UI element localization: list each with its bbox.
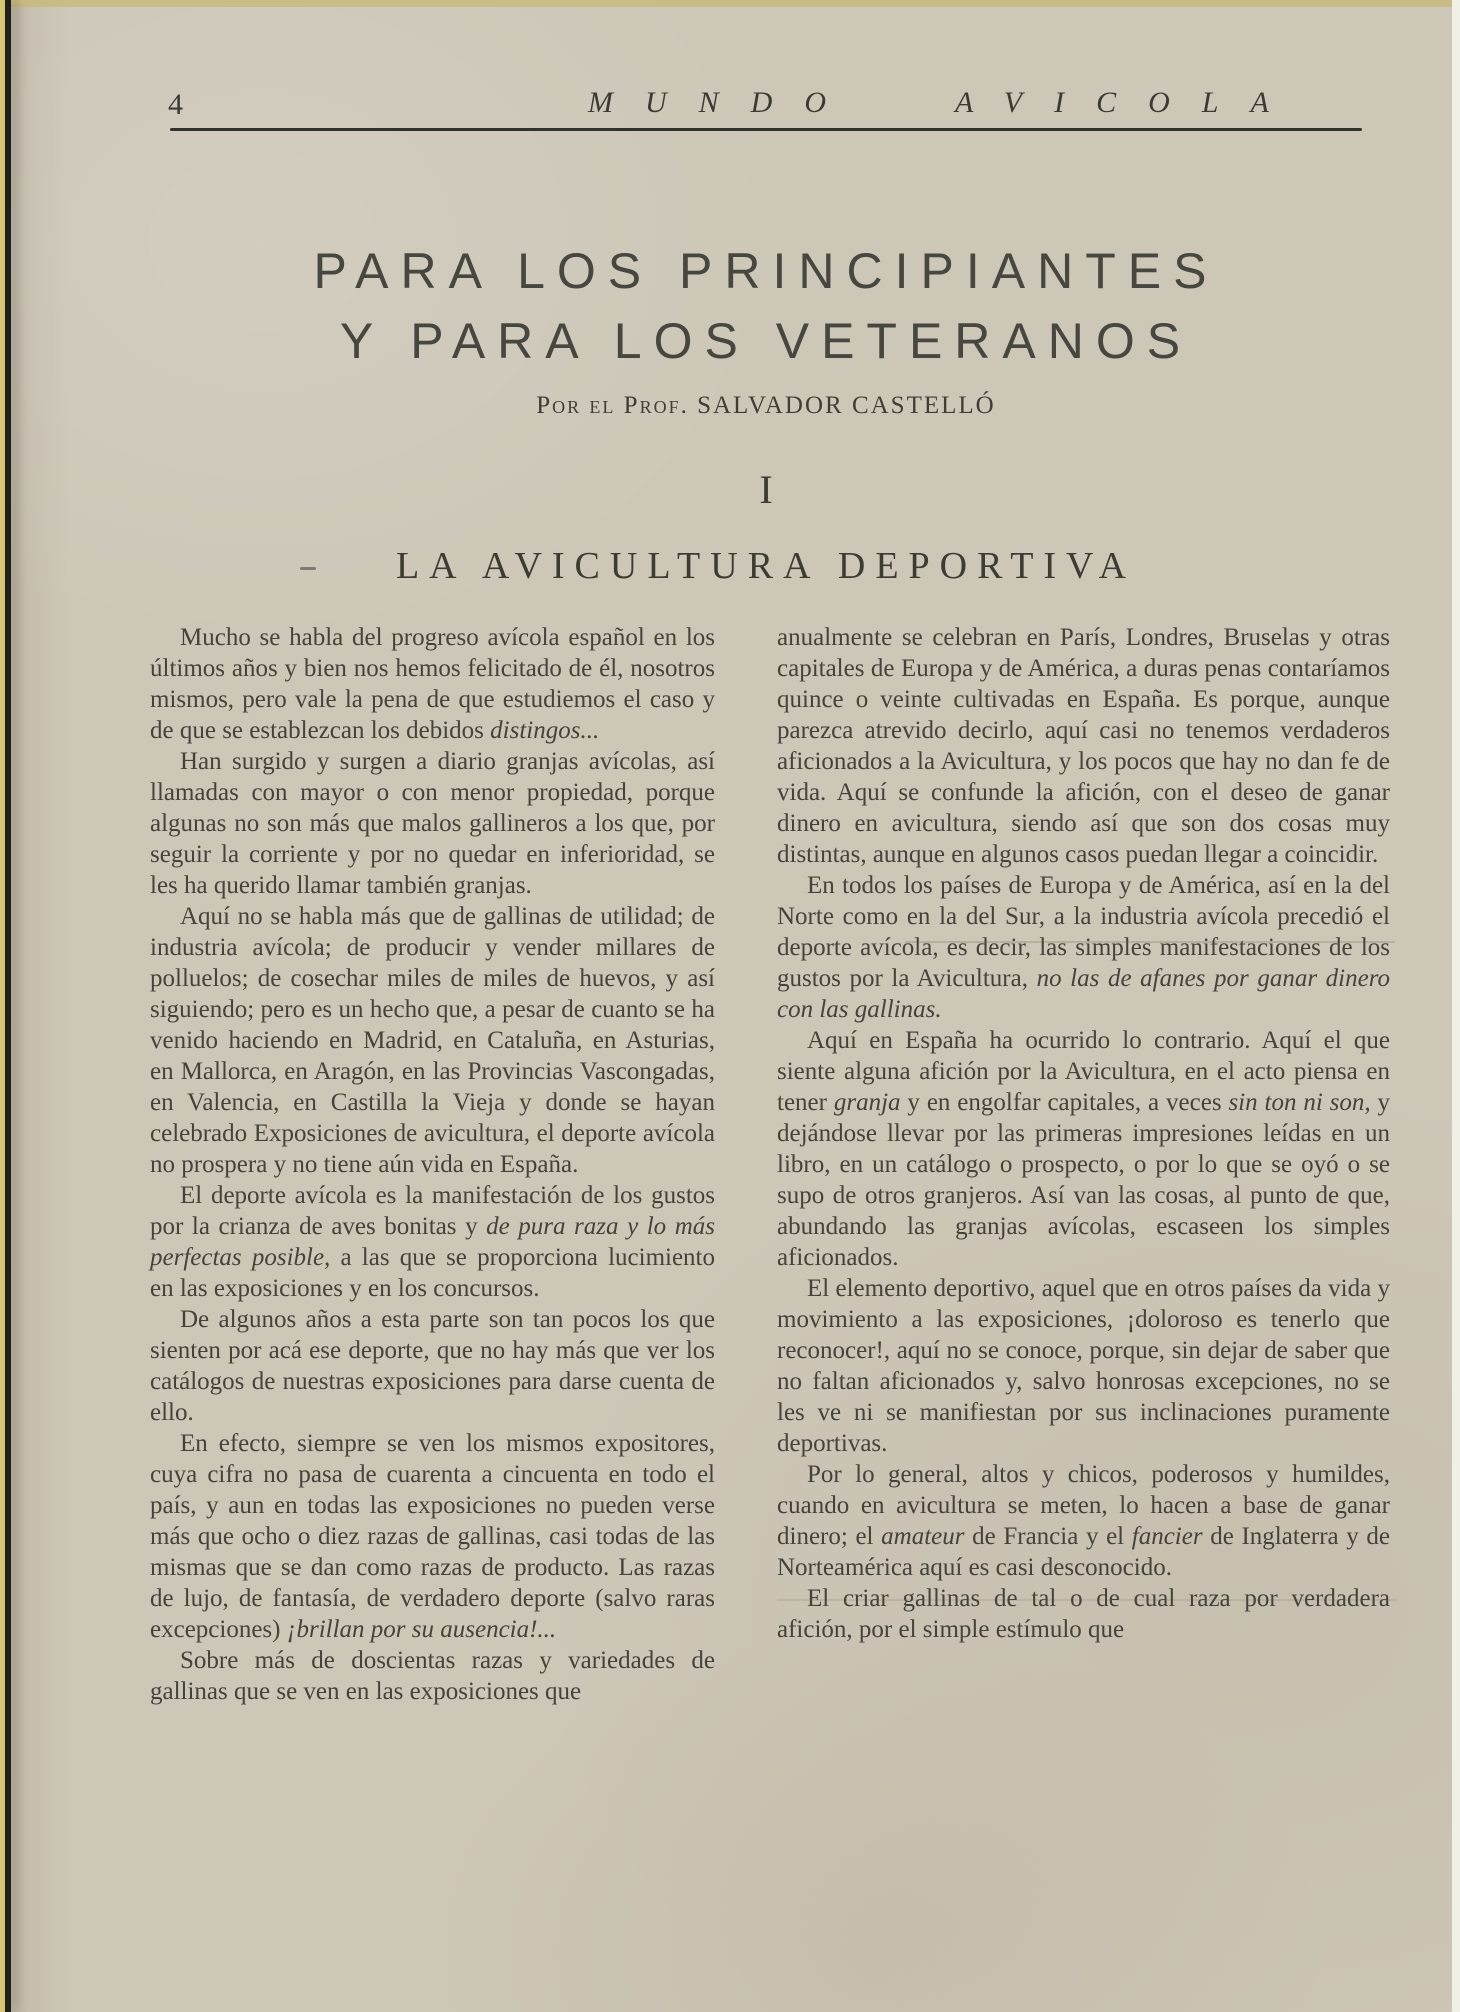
header-rule (170, 128, 1362, 131)
body-text: Aquí no se habla más que de gallinas de utilidad; de industria avícola; de producir y vender millares de polluelos; de cosechar miles de miles de huevos, y así siguiendo; pero es un hecho que, a pesar de cuanto se ha venido haciendo en Madrid, en Cataluña, en Asturias, en Mallorca, en Aragón, en las Provincias Vascongadas, en Valencia, en Castilla la Vieja y donde se hayan celebrado Exposiciones de avicultura, el deporte avícola no prospera y no tiene aún vida en España. (150, 903, 715, 1178)
body-text: Mucho se habla del progreso avícola español en los últimos años y bien nos hemos felicitado de él, nosotros mismos, pero vale la pena de que estudiemos el caso y de que se establezcan los debidos (150, 624, 715, 744)
text-column-right (777, 622, 1390, 1645)
body-text: En todos los países de Europa y de América, así en la del Norte como en la del Sur, a la industria avícola precedió el deporte avícola, es decir, las simples manifestaciones de los gustos por la Avicultura, (777, 872, 1390, 992)
byline-prefix: Por el Prof. (536, 392, 689, 419)
body-text: Aquí en España ha ocurrido lo contrario. Aquí el que siente alguna afición por la Avicultura, en el acto piensa en tener (777, 1027, 1390, 1116)
body-text: El elemento deportivo, aquel que en otros países da vida y movimiento a las exposiciones, ¡doloroso es tenerlo que reconocer!, aquí no se conoce, porque, sin dejar de saber que no faltan aficionados y, salvo honrosas excepciones, no se les ve ni se manifiestan por sus inclinaciones puramente deportivas. (777, 1275, 1390, 1457)
byline (134, 392, 1398, 420)
body-text: anualmente se celebran en París, Londres, Bruselas y otras capitales de Europa y de América, a duras penas contaríamos quince o veinte cultivadas en España. Es porque, aunque parezca atrevido decirlo, aquí casi no tenemos verdaderos aficionados a la Avicultura, y los pocos que hay no dan fe de vida. Aquí se confunde la afición, con el deseo de ganar dinero en avicultura, siendo así que son dos cosas muy distintas, aunque en algunos casos puedan llegar a coincidir. (777, 624, 1390, 868)
article-title-line1: PARA LOS PRINCIPIANTES (313, 243, 1219, 299)
body-text: El criar gallinas de tal o de cual raza por verdadera afición, por el simple estímulo que (777, 1585, 1390, 1643)
paragraph (777, 1459, 1390, 1583)
italic-text: distingos... (490, 717, 600, 744)
paragraph (777, 870, 1390, 1025)
page-number: 4 (168, 88, 183, 121)
paragraph (150, 622, 715, 746)
body-text: Por lo general, altos y chicos, poderosos y humildes, cuando en avicultura se meten, lo hacen a base de ganar dinero; el (777, 1461, 1390, 1550)
scan-edge-left-dark (5, 0, 11, 2012)
italic-text: no las de afanes por ganar dinero con las gallinas. (777, 965, 1390, 1023)
section-title: LA AVICULTURA DEPORTIVA (395, 545, 1137, 587)
paragraph (777, 1583, 1390, 1645)
body-text: de Inglaterra y de Norteamérica aquí es casi desconocido. (777, 1523, 1390, 1581)
body-text: En efecto, siempre se ven los mismos expositores, cuya cifra no pasa de cuarenta a cincuenta en todo el país, y aun en todas las exposiciones no pueden verse más que ocho o diez razas de gallinas, casi todas de las mismas que se dan como razas de producto. Las razas de lujo, de fantasía, de verdadero deporte (salvo raras excepciones) (150, 1430, 715, 1643)
body-text: Sobre más de doscientas razas y variedades de gallinas que se ven en las exposiciones que (150, 1647, 715, 1705)
scan-crease (905, 941, 1395, 943)
body-text: El deporte avícola es la manifestación de los gustos por la crianza de aves bonitas y (150, 1182, 715, 1240)
paragraph (150, 1428, 715, 1645)
body-text: De algunos años a esta parte son tan pocos los que sienten por acá ese deporte, que no hay más que ver los catálogos de nuestras exposiciones para darse cuenta de ello. (150, 1306, 715, 1426)
paragraph (150, 1645, 715, 1707)
scan-crease (777, 1599, 1397, 1601)
paragraph (150, 746, 715, 901)
italic-text: amateur (881, 1523, 965, 1550)
italic-text: ¡brillan por su ausencia!... (286, 1616, 557, 1643)
article-title (134, 236, 1398, 376)
scan-edge-top (0, 0, 1460, 7)
scan-edge-right (1452, 0, 1460, 2012)
body-text: y dejándose llevar por las primeras impresiones leídas en un libro, en un catálogo o prospecto, o por lo que se oyó o se supo de otros granjeros. Así van las cosas, al punto de que, abundando las granjas avícolas, escaseen los simples aficionados. (777, 1089, 1391, 1271)
paragraph (777, 1025, 1390, 1273)
byline-author: SALVADOR CASTELLÓ (697, 392, 996, 419)
journal-title: MUNDO AVICOLA (588, 86, 1301, 119)
section-number: I (759, 467, 773, 512)
body-text: y en engolfar capitales, a veces (900, 1089, 1229, 1116)
italic-text: sin ton ni son, (1228, 1089, 1371, 1116)
paragraph (150, 901, 715, 1180)
body-text: de Francia y el (964, 1523, 1132, 1550)
paragraph (777, 1273, 1390, 1459)
italic-text: granja (833, 1089, 901, 1116)
italic-text: de pura raza y lo más perfectas posible, (150, 1213, 715, 1271)
body-text: a las que se proporciona lucimiento en las exposiciones y en los concursos. (150, 1244, 716, 1302)
paragraph (150, 1304, 715, 1428)
body-text: Han surgido y surgen a diario granjas avícolas, así llamadas con mayor o con menor propiedad, porque algunas no son más que malos gallineros a los que, por seguir la corriente y por no quedar en inferioridad, se les ha querido llamar también granjas. (150, 748, 715, 899)
text-column-left (150, 622, 715, 1707)
article-title-line2: Y PARA LOS VETERANOS (339, 313, 1193, 369)
italic-text: fancier (1131, 1523, 1203, 1550)
paragraph (777, 622, 1390, 870)
paragraph (150, 1180, 715, 1304)
